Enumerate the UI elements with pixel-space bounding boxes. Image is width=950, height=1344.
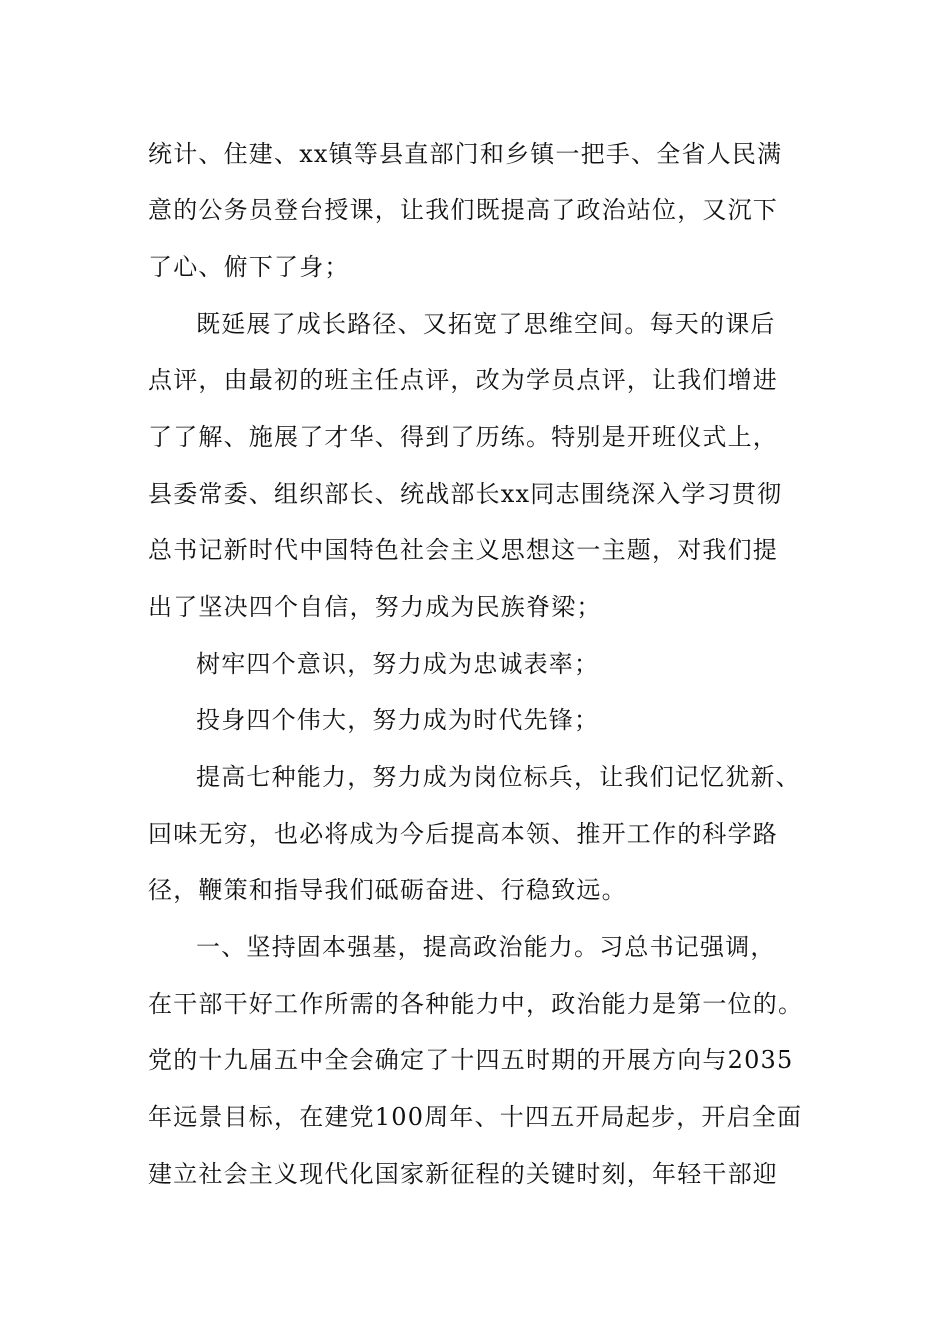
text-line: 建立社会主义现代化国家新征程的关键时刻，年轻干部迎 xyxy=(148,1160,778,1188)
paragraph-first-line: 既延展了成长路径、又拓宽了思维空间。每天的课后 xyxy=(196,310,776,338)
text-line: 回味无穷，也必将成为今后提高本领、推开工作的科学路 xyxy=(148,820,778,848)
text-line: 县委常委、组织部长、统战部长xx同志围绕深入学习贯彻 xyxy=(148,480,783,508)
text-line: 年远景目标，在建党100周年、十四五开局起步，开启全面 xyxy=(148,1103,803,1131)
paragraph-first-line: 树牢四个意识，努力成为忠诚表率； xyxy=(196,650,600,678)
text-line: 点评，由最初的班主任点评，改为学员点评，让我们增进 xyxy=(148,366,778,394)
text-line: 了心、俯下了身； xyxy=(148,253,350,281)
text-line: 了了解、施展了才华、得到了历练。特别是开班仪式上， xyxy=(148,423,778,451)
text-line: 统计、住建、xx镇等县直部门和乡镇一把手、全省人民满 xyxy=(148,140,783,168)
text-line: 意的公务员登台授课，让我们既提高了政治站位，又沉下 xyxy=(148,196,778,224)
text-line: 党的十九届五中全会确定了十四五时期的开展方向与2035 xyxy=(148,1046,794,1074)
paragraph-first-line: 一、坚持固本强基，提高政治能力。习总书记强调， xyxy=(196,933,776,961)
text-line: 径，鞭策和指导我们砥砺奋进、行稳致远。 xyxy=(148,876,627,904)
paragraph-first-line: 提高七种能力，努力成为岗位标兵，让我们记忆犹新、 xyxy=(196,763,801,791)
text-line: 在干部干好工作所需的各种能力中，政治能力是第一位的。 xyxy=(148,990,804,1018)
paragraph-first-line: 投身四个伟大，努力成为时代先锋； xyxy=(196,706,600,734)
text-line: 总书记新时代中国特色社会主义思想这一主题，对我们提 xyxy=(148,536,778,564)
text-line: 出了坚决四个自信，努力成为民族脊梁； xyxy=(148,593,602,621)
